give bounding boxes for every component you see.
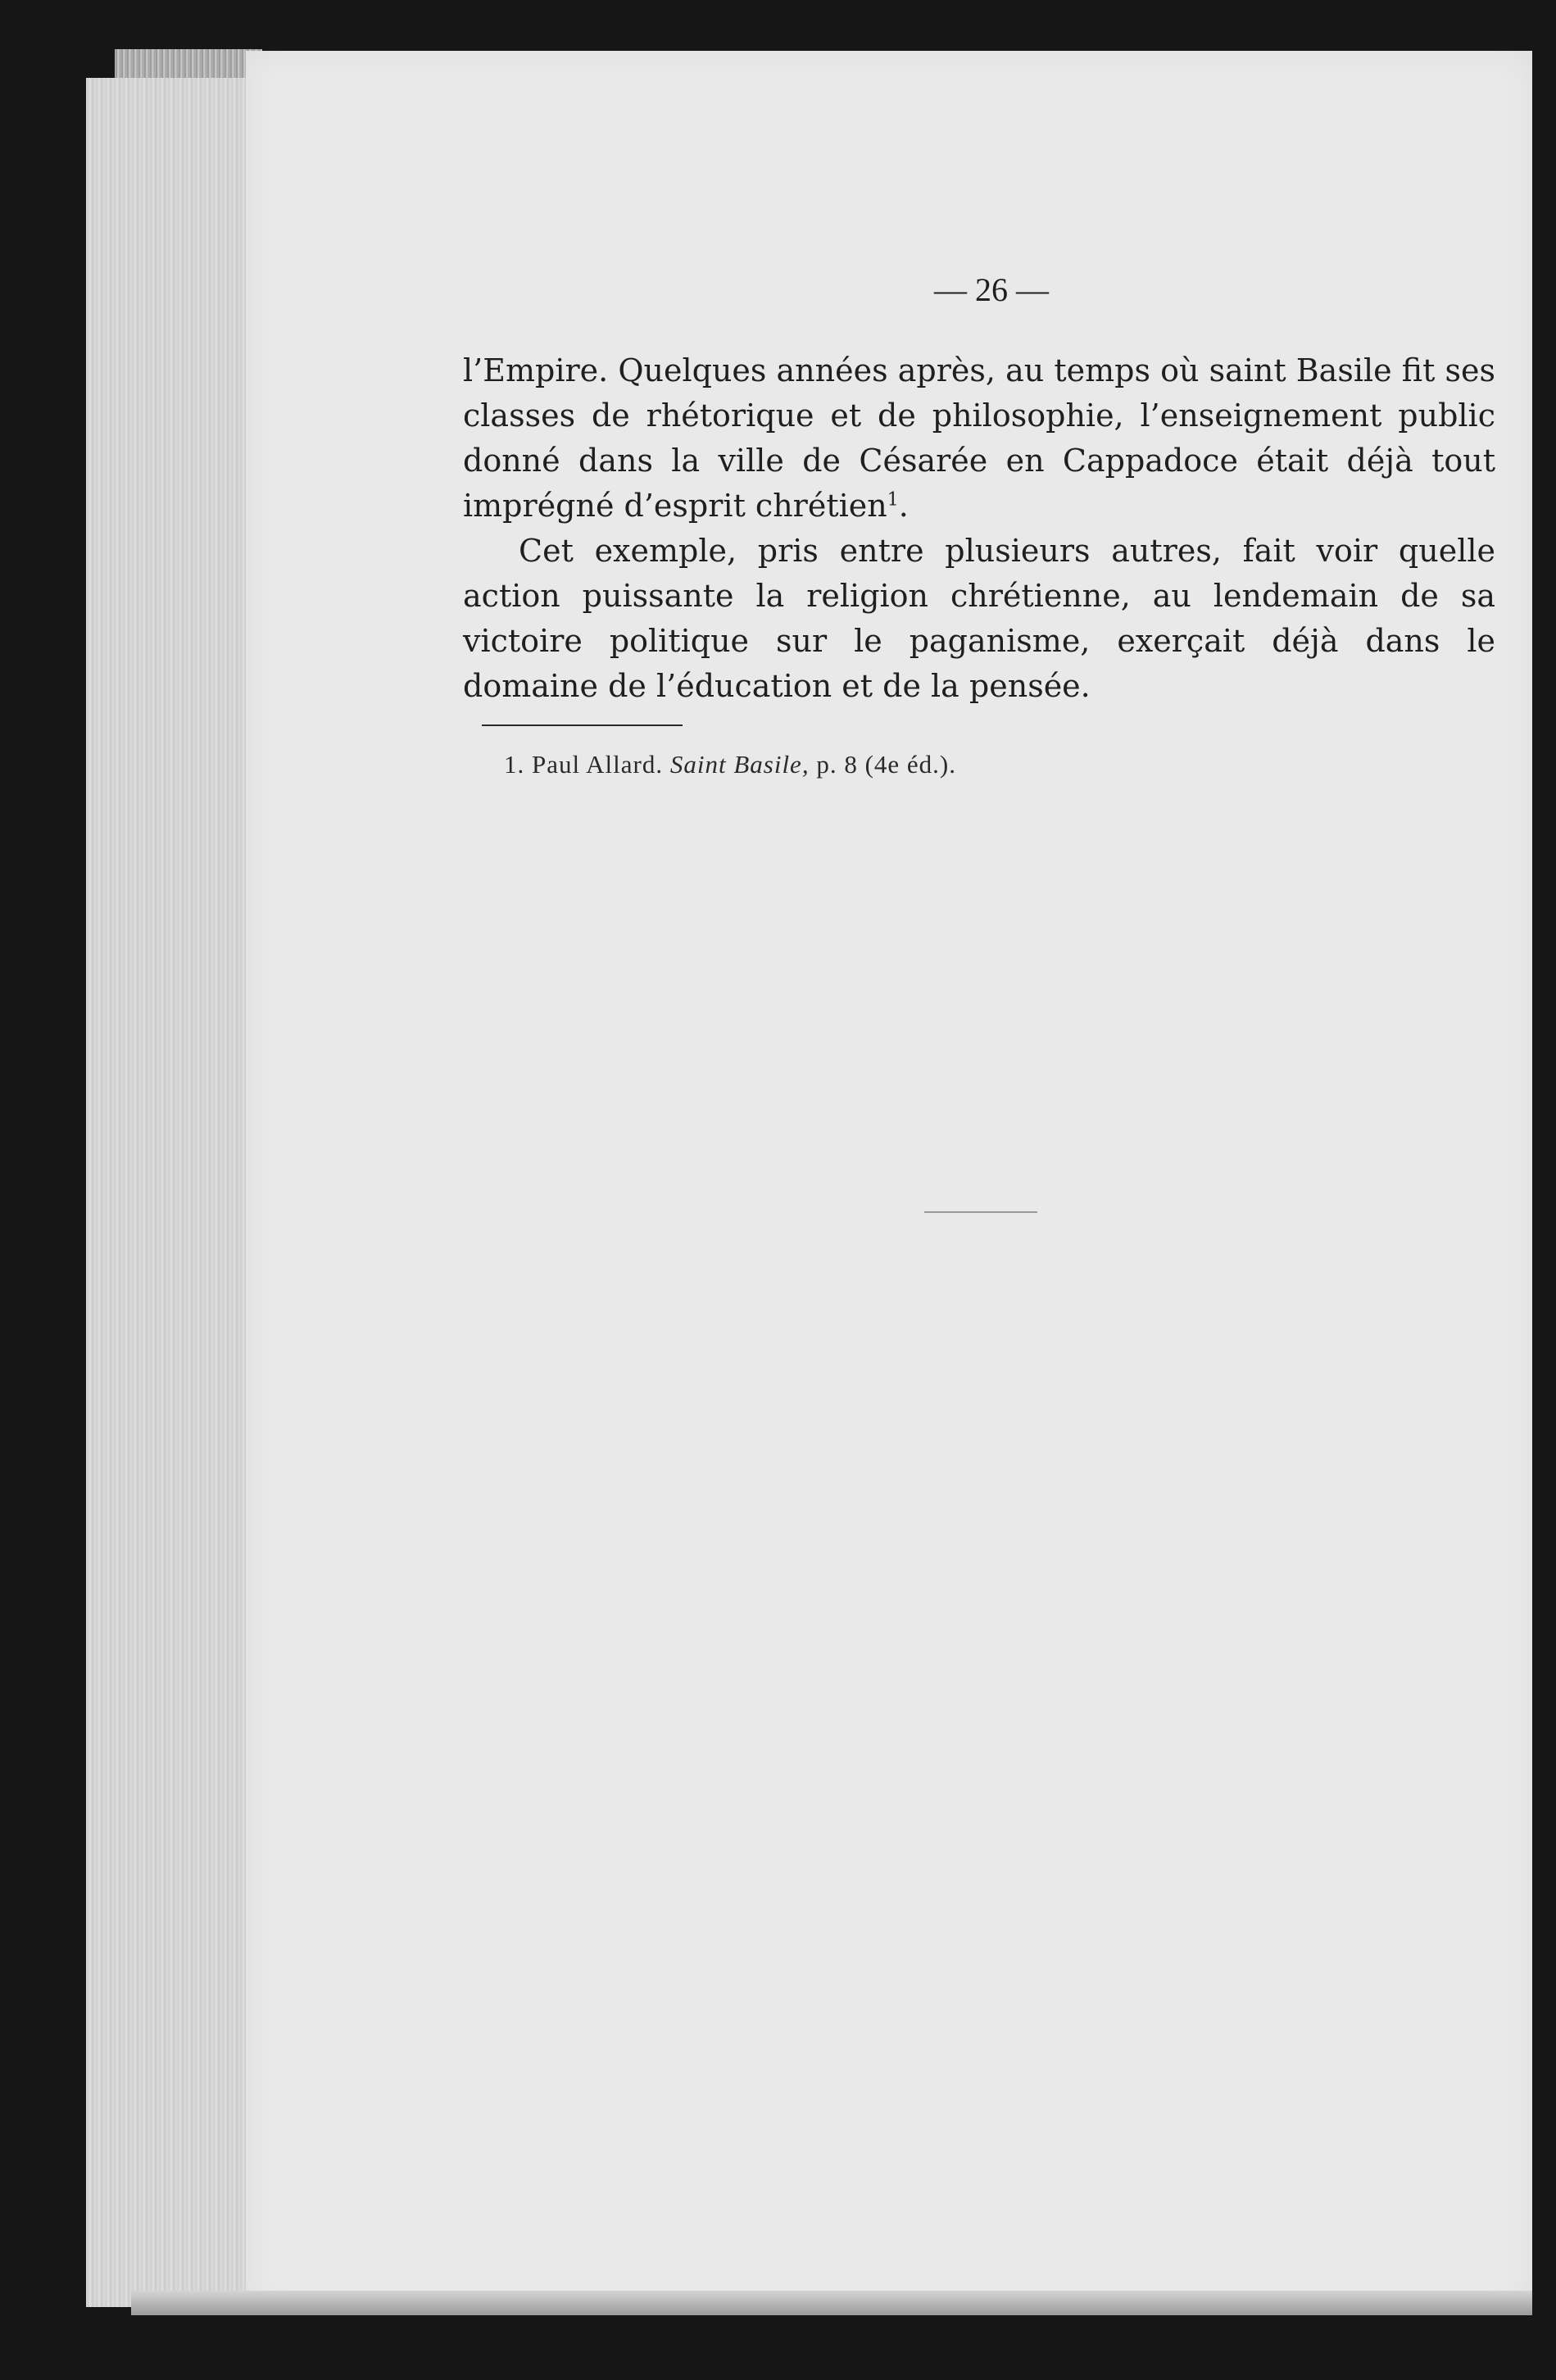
body-text <box>463 348 1495 709</box>
footnote-marker: 1. <box>504 750 525 779</box>
footnote-title: Saint Basile, <box>669 750 810 779</box>
paragraph-1-text: l’Empire. Quelques années après, au temps où saint Basile fit ses classes de rhétorique et de philosophie, l’enseignement public donné dans la ville de Césarée en Cappadoce était déjà tout imprégné d’esprit chrétien <box>463 352 1495 524</box>
footnote-separator <box>482 724 683 726</box>
footnote-author: Paul Allard. <box>532 750 664 779</box>
paragraph-1 <box>463 348 1495 529</box>
paragraph-2: Cet exemple, pris entre plusieurs autres, fait voir quelle action puissante la religion chrétienne, au lendemain de sa victoire politique sur le paganisme, exerçait déjà dans le domaine de l’éducation et de la pensée. <box>463 533 1495 704</box>
footnote <box>504 750 1241 779</box>
page-stack-side-edges <box>86 78 258 2307</box>
stray-mark <box>924 1211 1037 1213</box>
footnote-details: p. 8 (4e éd.). <box>816 750 956 779</box>
paragraph-1-end: . <box>898 488 909 524</box>
footnote-reference: 1 <box>887 489 899 511</box>
page-number: — 26 — <box>934 271 1049 308</box>
page-bottom-edge <box>131 2291 1532 2315</box>
